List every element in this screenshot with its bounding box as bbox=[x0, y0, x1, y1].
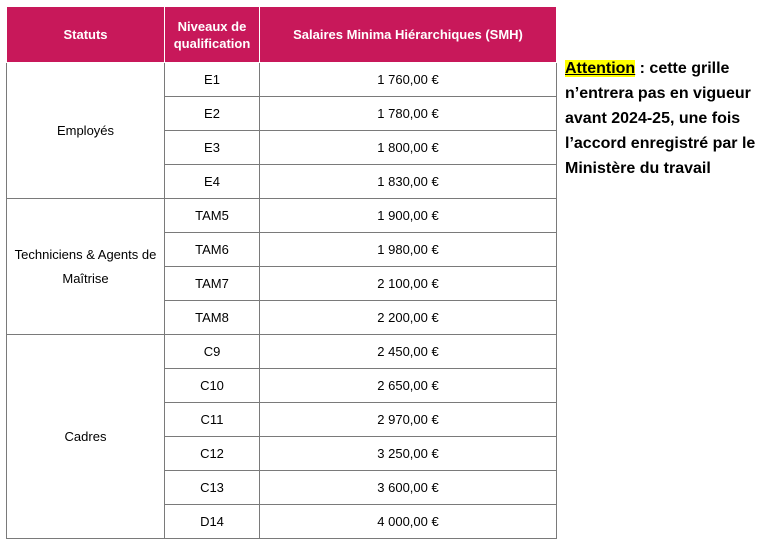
niveau-cell: D14 bbox=[165, 505, 260, 539]
table-body bbox=[7, 63, 557, 539]
salaire-cell: 3 250,00 € bbox=[260, 437, 557, 471]
salaire-cell: 1 760,00 € bbox=[260, 63, 557, 97]
niveau-cell: TAM8 bbox=[165, 301, 260, 335]
table-row bbox=[7, 63, 557, 97]
salaire-cell: 2 200,00 € bbox=[260, 301, 557, 335]
salaire-cell: 1 780,00 € bbox=[260, 97, 557, 131]
salaire-cell: 1 900,00 € bbox=[260, 199, 557, 233]
attention-note bbox=[565, 56, 763, 181]
table-header-row bbox=[7, 7, 557, 63]
table-row bbox=[7, 199, 557, 233]
header-salaires: Salaires Minima Hiérarchiques (SMH) bbox=[260, 7, 557, 63]
niveau-cell: E4 bbox=[165, 165, 260, 199]
niveau-cell: C11 bbox=[165, 403, 260, 437]
salaire-cell: 4 000,00 € bbox=[260, 505, 557, 539]
salaire-cell: 2 100,00 € bbox=[260, 267, 557, 301]
statut-cell: Techniciens & Agents de Maîtrise bbox=[7, 199, 165, 335]
salaire-cell: 3 600,00 € bbox=[260, 471, 557, 505]
salaire-cell: 2 970,00 € bbox=[260, 403, 557, 437]
niveau-cell: TAM7 bbox=[165, 267, 260, 301]
header-niveaux: Niveaux de qualification bbox=[165, 7, 260, 63]
niveau-cell: E2 bbox=[165, 97, 260, 131]
attention-highlight: Attention bbox=[565, 60, 636, 77]
statut-cell: Employés bbox=[7, 63, 165, 199]
niveau-cell: TAM5 bbox=[165, 199, 260, 233]
table-row bbox=[7, 335, 557, 369]
niveau-cell: C13 bbox=[165, 471, 260, 505]
salaire-cell: 1 800,00 € bbox=[260, 131, 557, 165]
salaire-cell: 1 980,00 € bbox=[260, 233, 557, 267]
niveau-cell: C10 bbox=[165, 369, 260, 403]
niveau-cell: E3 bbox=[165, 131, 260, 165]
niveau-cell: C9 bbox=[165, 335, 260, 369]
salary-grid-table bbox=[6, 6, 557, 539]
header-statuts: Statuts bbox=[7, 7, 165, 63]
statut-cell: Cadres bbox=[7, 335, 165, 539]
niveau-cell: TAM6 bbox=[165, 233, 260, 267]
attention-text: : cette grille n’entrera pas en vigueur avant 2024-25, une fois l’accord enregistré par le Ministère du travail bbox=[565, 60, 756, 177]
salaire-cell: 2 650,00 € bbox=[260, 369, 557, 403]
niveau-cell: E1 bbox=[165, 63, 260, 97]
salaire-cell: 2 450,00 € bbox=[260, 335, 557, 369]
salaire-cell: 1 830,00 € bbox=[260, 165, 557, 199]
niveau-cell: C12 bbox=[165, 437, 260, 471]
